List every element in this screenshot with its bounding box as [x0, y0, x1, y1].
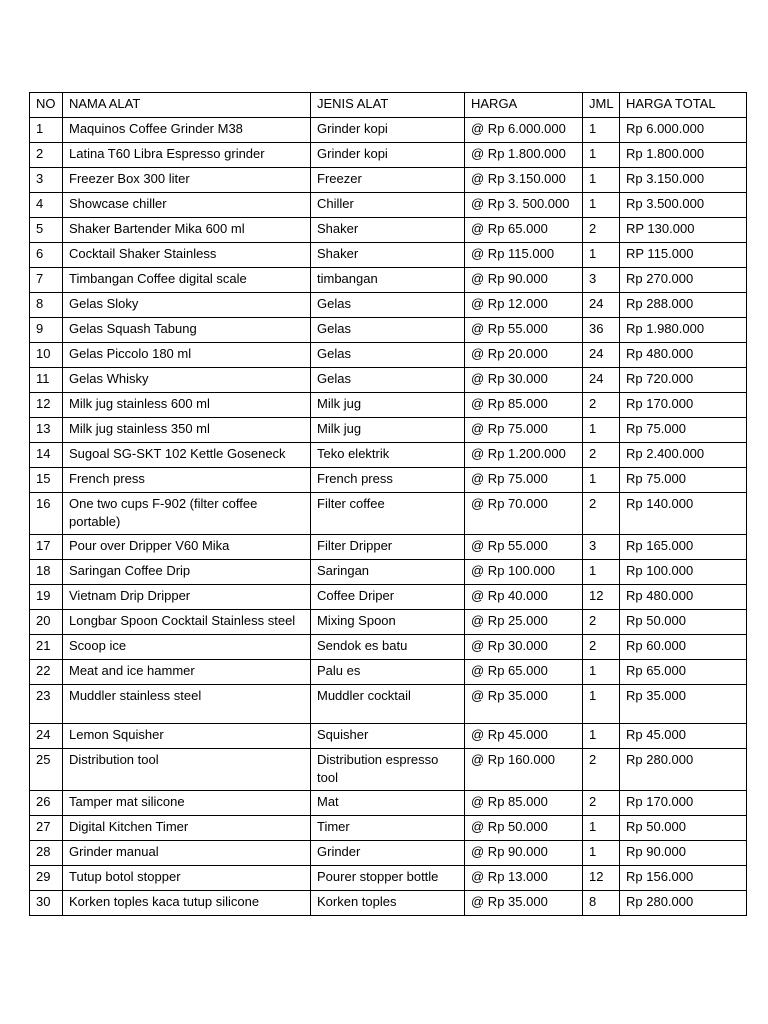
cell-harga: @ Rp 65.000 [465, 218, 583, 243]
cell-jml: 2 [583, 610, 620, 635]
cell-no: 26 [30, 791, 63, 816]
cell-harga-total: Rp 75.000 [620, 418, 747, 443]
cell-nama-alat: French press [63, 468, 311, 493]
cell-jml: 1 [583, 685, 620, 724]
cell-nama-alat: Milk jug stainless 600 ml [63, 393, 311, 418]
cell-jml: 1 [583, 841, 620, 866]
cell-jml: 12 [583, 585, 620, 610]
table-row [30, 724, 747, 749]
cell-jml: 2 [583, 791, 620, 816]
table-row [30, 443, 747, 468]
cell-jenis-alat: Shaker [311, 243, 465, 268]
cell-jenis-alat: Distribution espresso tool [311, 749, 465, 791]
cell-harga: @ Rp 45.000 [465, 724, 583, 749]
cell-jenis-alat: Gelas [311, 343, 465, 368]
cell-no: 25 [30, 749, 63, 791]
cell-nama-alat: Sugoal SG-SKT 102 Kettle Goseneck [63, 443, 311, 468]
cell-jenis-alat: Milk jug [311, 393, 465, 418]
header-row [30, 93, 747, 118]
cell-harga-total: Rp 170.000 [620, 791, 747, 816]
cell-harga: @ Rp 100.000 [465, 560, 583, 585]
cell-harga-total: Rp 270.000 [620, 268, 747, 293]
cell-harga-total: RP 115.000 [620, 243, 747, 268]
table-row [30, 393, 747, 418]
cell-jenis-alat: Coffee Driper [311, 585, 465, 610]
cell-jml: 1 [583, 143, 620, 168]
cell-no: 17 [30, 535, 63, 560]
cell-nama-alat: Vietnam Drip Dripper [63, 585, 311, 610]
header-jenis-alat: JENIS ALAT [311, 93, 465, 118]
cell-jenis-alat: Grinder kopi [311, 143, 465, 168]
cell-harga-total: Rp 2.400.000 [620, 443, 747, 468]
cell-nama-alat: Gelas Sloky [63, 293, 311, 318]
cell-jenis-alat: Filter coffee [311, 493, 465, 535]
cell-harga: @ Rp 20.000 [465, 343, 583, 368]
table-row [30, 685, 747, 724]
cell-jenis-alat: Mixing Spoon [311, 610, 465, 635]
cell-jml: 1 [583, 560, 620, 585]
cell-harga-total: Rp 100.000 [620, 560, 747, 585]
cell-harga: @ Rp 50.000 [465, 816, 583, 841]
cell-jenis-alat: French press [311, 468, 465, 493]
cell-jml: 1 [583, 118, 620, 143]
cell-jenis-alat: Freezer [311, 168, 465, 193]
cell-harga: @ Rp 12.000 [465, 293, 583, 318]
cell-nama-alat: Digital Kitchen Timer [63, 816, 311, 841]
cell-jml: 1 [583, 660, 620, 685]
table-row [30, 218, 747, 243]
cell-harga: @ Rp 55.000 [465, 318, 583, 343]
cell-no: 16 [30, 493, 63, 535]
cell-harga-total: Rp 65.000 [620, 660, 747, 685]
cell-jml: 24 [583, 293, 620, 318]
cell-jml: 1 [583, 724, 620, 749]
cell-jml: 2 [583, 493, 620, 535]
cell-nama-alat: Tutup botol stopper [63, 866, 311, 891]
cell-harga: @ Rp 90.000 [465, 268, 583, 293]
cell-no: 1 [30, 118, 63, 143]
cell-no: 5 [30, 218, 63, 243]
cell-no: 14 [30, 443, 63, 468]
header-nama-alat: NAMA ALAT [63, 93, 311, 118]
table-row [30, 418, 747, 443]
cell-jml: 1 [583, 418, 620, 443]
table-row [30, 143, 747, 168]
cell-nama-alat: Cocktail Shaker Stainless [63, 243, 311, 268]
cell-nama-alat: Pour over Dripper V60 Mika [63, 535, 311, 560]
cell-nama-alat: Timbangan Coffee digital scale [63, 268, 311, 293]
cell-jml: 1 [583, 816, 620, 841]
cell-harga-total: Rp 90.000 [620, 841, 747, 866]
table-row [30, 268, 747, 293]
table-row [30, 891, 747, 916]
cell-no: 15 [30, 468, 63, 493]
cell-nama-alat: Grinder manual [63, 841, 311, 866]
cell-no: 30 [30, 891, 63, 916]
cell-jenis-alat: Saringan [311, 560, 465, 585]
cell-no: 4 [30, 193, 63, 218]
cell-harga-total: Rp 280.000 [620, 749, 747, 791]
cell-no: 6 [30, 243, 63, 268]
cell-harga: @ Rp 35.000 [465, 685, 583, 724]
header-harga: HARGA [465, 93, 583, 118]
cell-harga-total: Rp 50.000 [620, 610, 747, 635]
cell-nama-alat: Distribution tool [63, 749, 311, 791]
cell-jml: 1 [583, 468, 620, 493]
cell-harga: @ Rp 160.000 [465, 749, 583, 791]
cell-no: 3 [30, 168, 63, 193]
cell-nama-alat: Showcase chiller [63, 193, 311, 218]
cell-harga-total: Rp 50.000 [620, 816, 747, 841]
table-row [30, 343, 747, 368]
cell-no: 9 [30, 318, 63, 343]
cell-jml: 1 [583, 168, 620, 193]
cell-harga: @ Rp 55.000 [465, 535, 583, 560]
cell-harga-total: Rp 3.150.000 [620, 168, 747, 193]
table-row [30, 816, 747, 841]
cell-jenis-alat: timbangan [311, 268, 465, 293]
cell-harga-total: Rp 75.000 [620, 468, 747, 493]
cell-harga: @ Rp 6.000.000 [465, 118, 583, 143]
cell-harga-total: Rp 480.000 [620, 585, 747, 610]
cell-no: 29 [30, 866, 63, 891]
cell-nama-alat: Scoop ice [63, 635, 311, 660]
cell-harga-total: Rp 1.980.000 [620, 318, 747, 343]
cell-jenis-alat: Filter Dripper [311, 535, 465, 560]
cell-no: 2 [30, 143, 63, 168]
cell-harga: @ Rp 1.200.000 [465, 443, 583, 468]
cell-jml: 36 [583, 318, 620, 343]
table-row [30, 535, 747, 560]
cell-jenis-alat: Gelas [311, 318, 465, 343]
equipment-table [29, 92, 747, 916]
cell-harga-total: Rp 288.000 [620, 293, 747, 318]
cell-harga: @ Rp 3.150.000 [465, 168, 583, 193]
table-row [30, 610, 747, 635]
cell-nama-alat: Gelas Piccolo 180 ml [63, 343, 311, 368]
cell-harga: @ Rp 75.000 [465, 418, 583, 443]
cell-jml: 3 [583, 268, 620, 293]
cell-jml: 1 [583, 193, 620, 218]
table-row [30, 468, 747, 493]
header-harga-total: HARGA TOTAL [620, 93, 747, 118]
cell-no: 19 [30, 585, 63, 610]
cell-nama-alat: Meat and ice hammer [63, 660, 311, 685]
cell-nama-alat: Longbar Spoon Cocktail Stainless steel [63, 610, 311, 635]
cell-no: 13 [30, 418, 63, 443]
cell-harga: @ Rp 3. 500.000 [465, 193, 583, 218]
cell-jenis-alat: Sendok es batu [311, 635, 465, 660]
cell-harga: @ Rp 115.000 [465, 243, 583, 268]
cell-harga: @ Rp 25.000 [465, 610, 583, 635]
cell-jenis-alat: Grinder kopi [311, 118, 465, 143]
table-row [30, 660, 747, 685]
cell-jml: 2 [583, 635, 620, 660]
cell-jenis-alat: Pourer stopper bottle [311, 866, 465, 891]
cell-harga: @ Rp 13.000 [465, 866, 583, 891]
cell-harga-total: Rp 170.000 [620, 393, 747, 418]
cell-no: 28 [30, 841, 63, 866]
cell-nama-alat: Korken toples kaca tutup silicone [63, 891, 311, 916]
cell-nama-alat: Muddler stainless steel [63, 685, 311, 724]
cell-harga: @ Rp 65.000 [465, 660, 583, 685]
cell-harga-total: Rp 3.500.000 [620, 193, 747, 218]
cell-harga: @ Rp 1.800.000 [465, 143, 583, 168]
cell-harga-total: Rp 720.000 [620, 368, 747, 393]
cell-harga-total: Rp 45.000 [620, 724, 747, 749]
cell-jml: 2 [583, 218, 620, 243]
cell-jml: 12 [583, 866, 620, 891]
cell-jenis-alat: Muddler cocktail [311, 685, 465, 724]
cell-jenis-alat: Mat [311, 791, 465, 816]
cell-no: 21 [30, 635, 63, 660]
table-row [30, 168, 747, 193]
cell-harga-total: Rp 6.000.000 [620, 118, 747, 143]
cell-harga-total: Rp 35.000 [620, 685, 747, 724]
cell-harga: @ Rp 30.000 [465, 368, 583, 393]
cell-harga-total: Rp 480.000 [620, 343, 747, 368]
cell-harga: @ Rp 90.000 [465, 841, 583, 866]
cell-harga-total: Rp 60.000 [620, 635, 747, 660]
cell-no: 8 [30, 293, 63, 318]
cell-harga-total: Rp 280.000 [620, 891, 747, 916]
cell-nama-alat: One two cups F-902 (filter coffee portable) [63, 493, 311, 535]
cell-harga: @ Rp 40.000 [465, 585, 583, 610]
cell-nama-alat: Saringan Coffee Drip [63, 560, 311, 585]
cell-harga-total: Rp 1.800.000 [620, 143, 747, 168]
cell-jenis-alat: Timer [311, 816, 465, 841]
cell-nama-alat: Milk jug stainless 350 ml [63, 418, 311, 443]
table-row [30, 841, 747, 866]
cell-no: 11 [30, 368, 63, 393]
cell-nama-alat: Maquinos Coffee Grinder M38 [63, 118, 311, 143]
cell-jml: 2 [583, 749, 620, 791]
cell-no: 27 [30, 816, 63, 841]
cell-harga: @ Rp 85.000 [465, 393, 583, 418]
cell-harga: @ Rp 35.000 [465, 891, 583, 916]
table-row [30, 368, 747, 393]
cell-harga-total: RP 130.000 [620, 218, 747, 243]
table-row [30, 749, 747, 791]
cell-harga: @ Rp 75.000 [465, 468, 583, 493]
cell-jenis-alat: Grinder [311, 841, 465, 866]
cell-jenis-alat: Milk jug [311, 418, 465, 443]
cell-no: 18 [30, 560, 63, 585]
cell-jml: 8 [583, 891, 620, 916]
cell-nama-alat: Gelas Squash Tabung [63, 318, 311, 343]
table-row [30, 318, 747, 343]
table-row [30, 866, 747, 891]
cell-no: 23 [30, 685, 63, 724]
cell-jenis-alat: Korken toples [311, 891, 465, 916]
cell-jml: 24 [583, 368, 620, 393]
cell-nama-alat: Lemon Squisher [63, 724, 311, 749]
cell-jenis-alat: Teko elektrik [311, 443, 465, 468]
cell-jenis-alat: Chiller [311, 193, 465, 218]
cell-harga-total: Rp 140.000 [620, 493, 747, 535]
cell-no: 12 [30, 393, 63, 418]
cell-jenis-alat: Gelas [311, 293, 465, 318]
cell-harga: @ Rp 70.000 [465, 493, 583, 535]
cell-nama-alat: Freezer Box 300 liter [63, 168, 311, 193]
cell-nama-alat: Tamper mat silicone [63, 791, 311, 816]
cell-jml: 1 [583, 243, 620, 268]
table-row [30, 560, 747, 585]
cell-jenis-alat: Squisher [311, 724, 465, 749]
cell-no: 20 [30, 610, 63, 635]
header-no: NO [30, 93, 63, 118]
table-row [30, 293, 747, 318]
table-row [30, 585, 747, 610]
cell-harga-total: Rp 156.000 [620, 866, 747, 891]
cell-harga-total: Rp 165.000 [620, 535, 747, 560]
table-row [30, 493, 747, 535]
cell-nama-alat: Gelas Whisky [63, 368, 311, 393]
table-row [30, 635, 747, 660]
cell-jml: 2 [583, 443, 620, 468]
cell-jenis-alat: Shaker [311, 218, 465, 243]
cell-jenis-alat: Gelas [311, 368, 465, 393]
cell-jml: 24 [583, 343, 620, 368]
cell-jml: 2 [583, 393, 620, 418]
table-row [30, 193, 747, 218]
cell-nama-alat: Latina T60 Libra Espresso grinder [63, 143, 311, 168]
cell-jenis-alat: Palu es [311, 660, 465, 685]
cell-no: 22 [30, 660, 63, 685]
cell-harga: @ Rp 85.000 [465, 791, 583, 816]
table-row [30, 118, 747, 143]
cell-no: 24 [30, 724, 63, 749]
cell-harga: @ Rp 30.000 [465, 635, 583, 660]
table-row [30, 791, 747, 816]
table-row [30, 243, 747, 268]
cell-jml: 3 [583, 535, 620, 560]
cell-nama-alat: Shaker Bartender Mika 600 ml [63, 218, 311, 243]
cell-no: 7 [30, 268, 63, 293]
header-jml: JML [583, 93, 620, 118]
cell-no: 10 [30, 343, 63, 368]
